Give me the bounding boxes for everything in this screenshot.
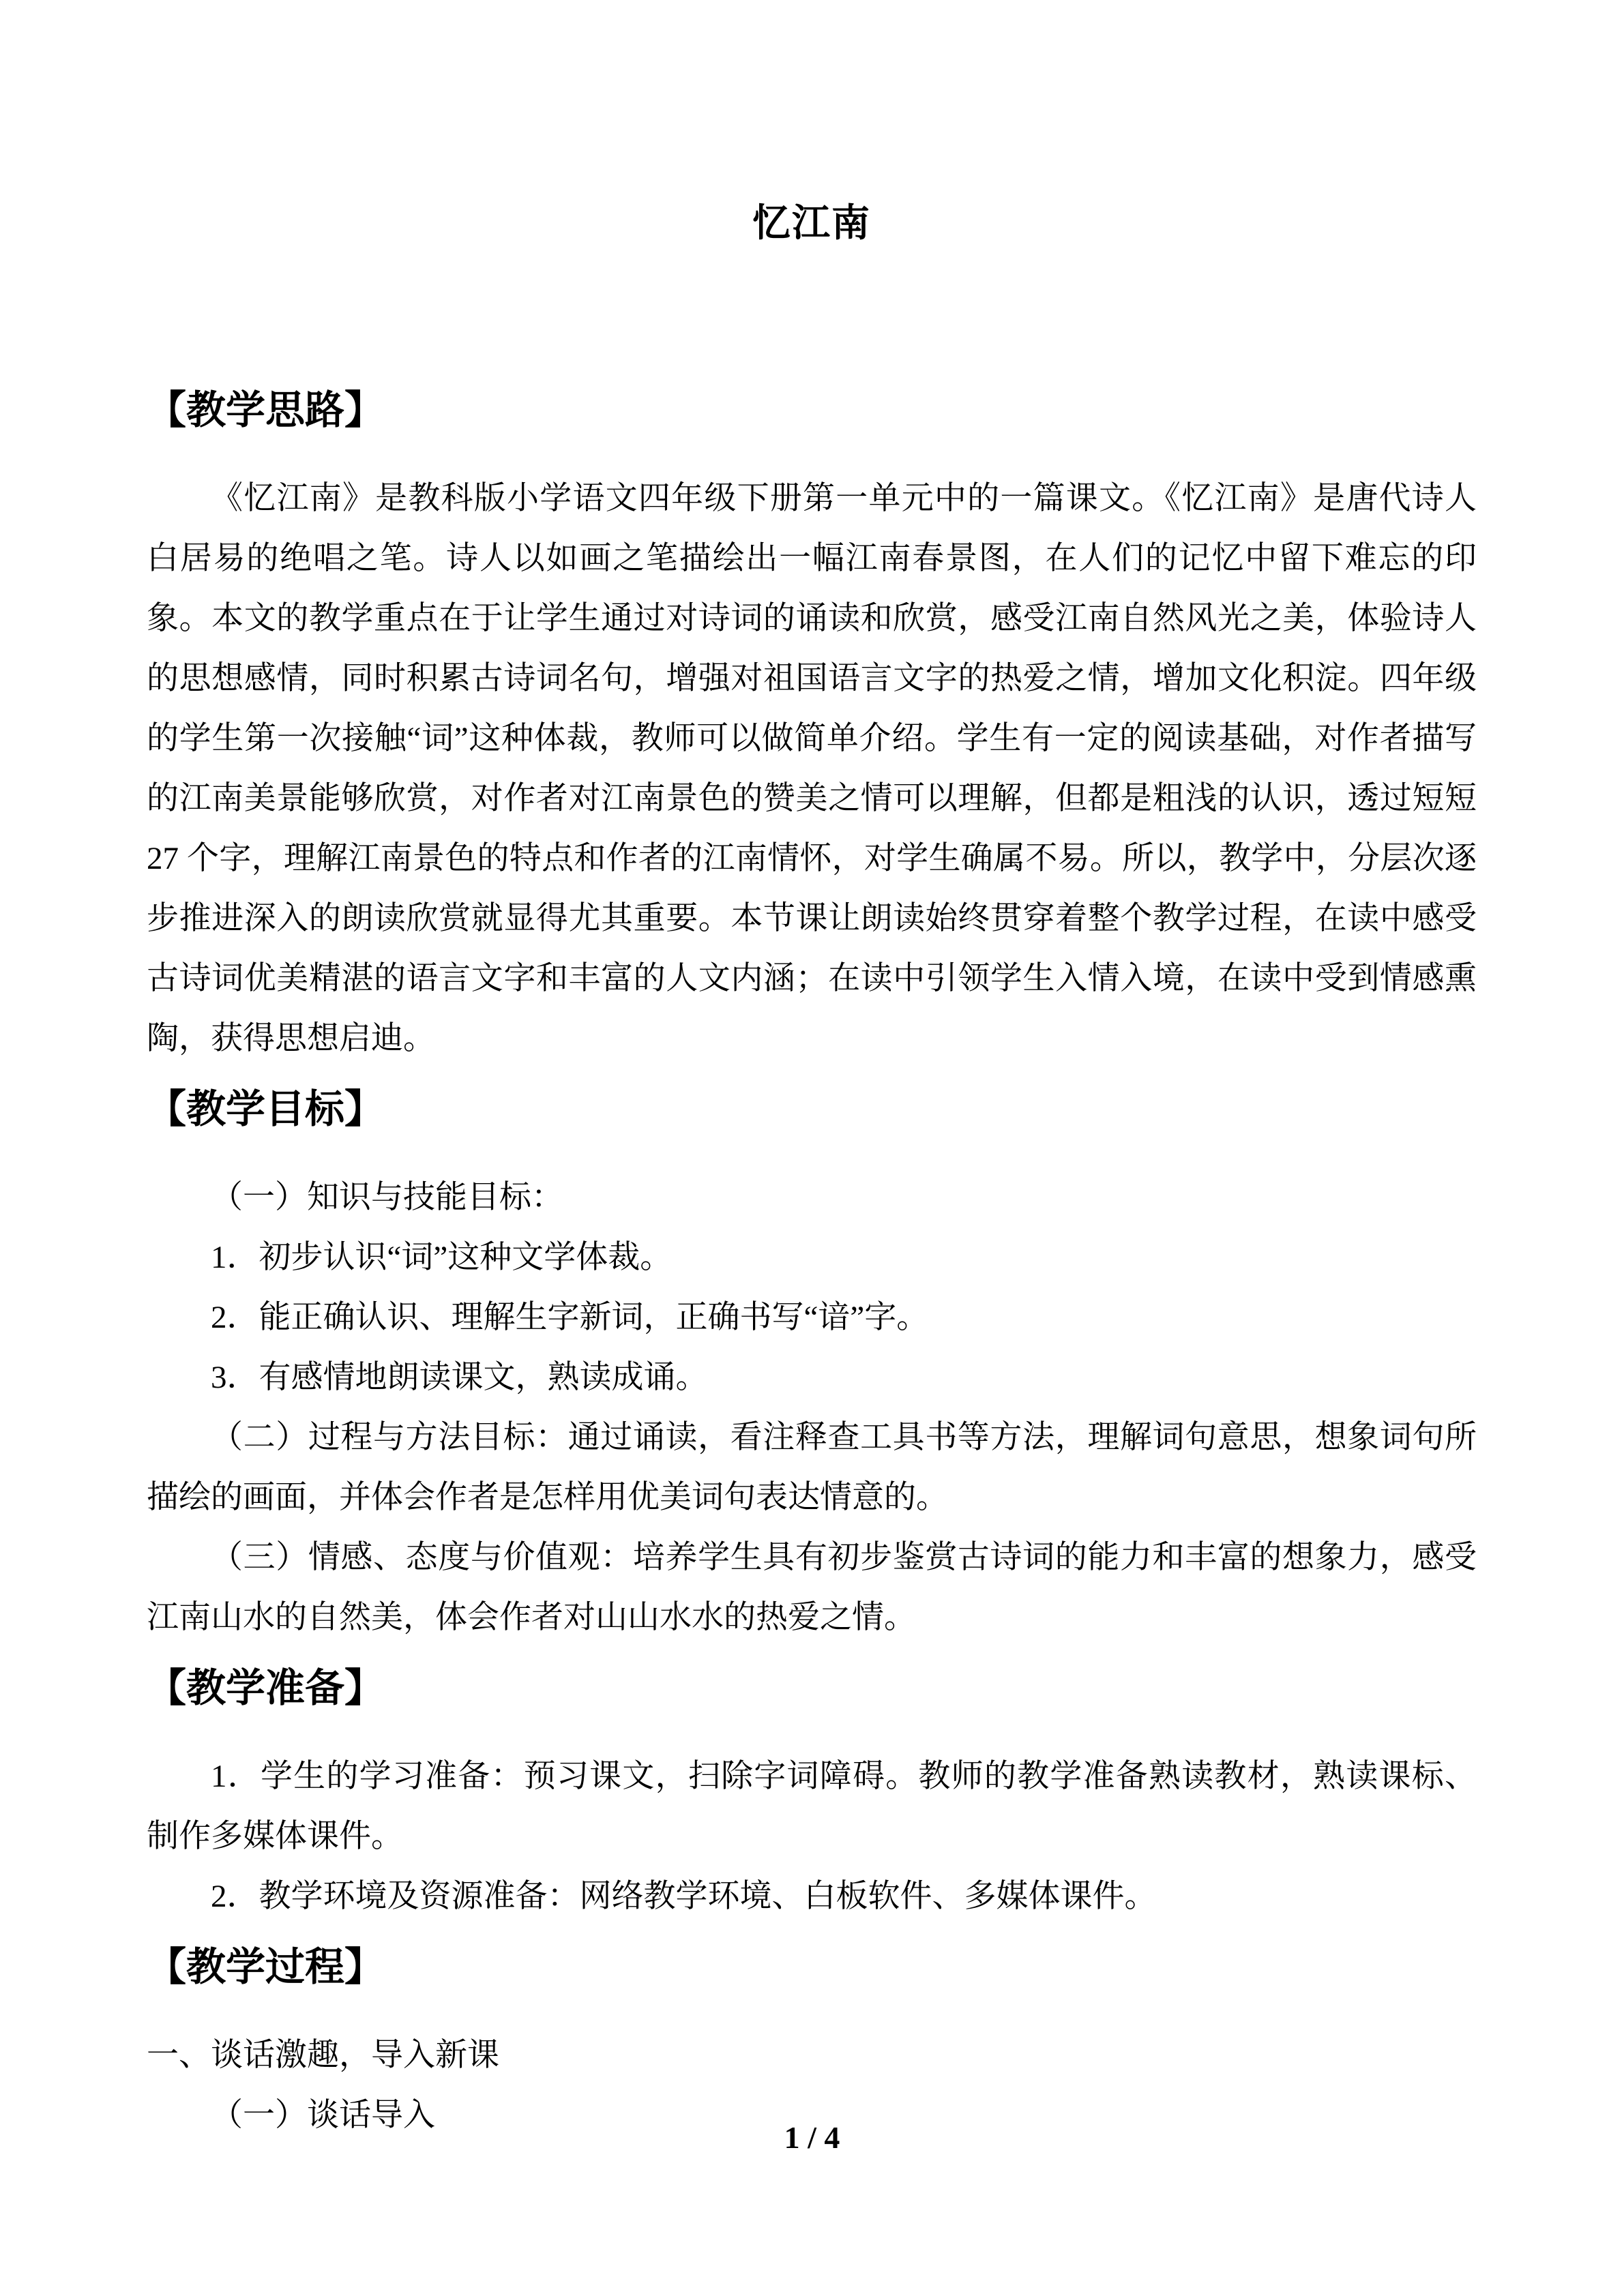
- document-title: 忆江南: [752, 203, 871, 245]
- list-item-preparation-1: 1．学生的学习准备：预习课文，扫除字词障碍。教师的教学准备熟读教材，熟读课标、制作多媒体课件。: [147, 1759, 1477, 1855]
- list-item-preparation-2: 2．教学环境及资源准备：网络教学环境、白板软件、多媒体课件。: [211, 1879, 1157, 1915]
- paragraph-objectives-process-methods: （二）过程与方法目标：通过诵读，看注释查工具书等方法，理解词句意思，想象词句所描绘的画面，并体会作者是怎样用优美词句表达情意的。: [147, 1420, 1477, 1516]
- page-number: 1 / 4: [784, 2120, 840, 2155]
- section-teaching-approach: [147, 387, 1477, 1069]
- section-teaching-preparation: [147, 1665, 1477, 1926]
- list-item-objective-2: 2．能正确认识、理解生字新词，正确书写“谙”字。: [211, 1300, 929, 1336]
- section-teaching-objectives: [147, 1086, 1477, 1648]
- list-item-objective-3: 3．有感情地朗读课文，熟读成诵。: [211, 1360, 708, 1396]
- paragraph-objectives-knowledge-skills-label: （一）知识与技能目标：: [211, 1180, 563, 1216]
- section-teaching-process: [147, 1943, 1477, 2145]
- section-heading-teaching-process: 【教学过程】: [147, 1945, 385, 1990]
- section-heading-teaching-objectives: 【教学目标】: [147, 1087, 385, 1132]
- section-heading-teaching-approach: 【教学思路】: [147, 388, 385, 433]
- paragraph-process-step-1: 一、谈话激趣，导入新课: [147, 2038, 499, 2074]
- section-heading-teaching-preparation: 【教学准备】: [147, 1666, 385, 1711]
- paragraph-teaching-approach: 《忆江南》是教科版小学语文四年级下册第一单元中的一篇课文。《忆江南》是唐代诗人白居易的绝唱之笔。诗人以如画之笔描绘出一幅江南春景图，在人们的记忆中留下难忘的印象。本文的教学重点在于让学生通过对诗词的诵读和欣赏，感受江南自然风光之美，体验诗人的思想感情，同时积累古诗词名句，增强对祖国语言文字的热爱之情，增加文化积淀。四年级的学生第一次接触“词”这种体裁，教师可以做简单介绍。学生有一定的阅读基础，对作者描写的江南美景能够欣赏，对作者对江南景色的赞美之情可以理解，但都是粗浅的认识，透过短短 27 个字，理解江南景色的特点和作者的江南情怀，对学生确属不易。所以，教学中，分层次逐步推进深入的朗读欣赏就显得尤其重要。本节课让朗读始终贯穿着整个教学过程，在读中感受古诗词优美精湛的语言文字和丰富的人文内涵；在读中引领学生入情入境，在读中受到情感熏陶，获得思想启迪。: [147, 481, 1477, 1057]
- list-item-objective-1: 1．初步认识“词”这种文学体裁。: [211, 1240, 673, 1276]
- paragraph-objectives-emotion-values: （三）情感、态度与价值观：培养学生具有初步鉴赏古诗词的能力和丰富的想象力，感受江南山水的自然美，体会作者对山山水水的热爱之情。: [147, 1540, 1477, 1636]
- paragraph-process-step-1-1: （一）谈话导入: [211, 2098, 435, 2134]
